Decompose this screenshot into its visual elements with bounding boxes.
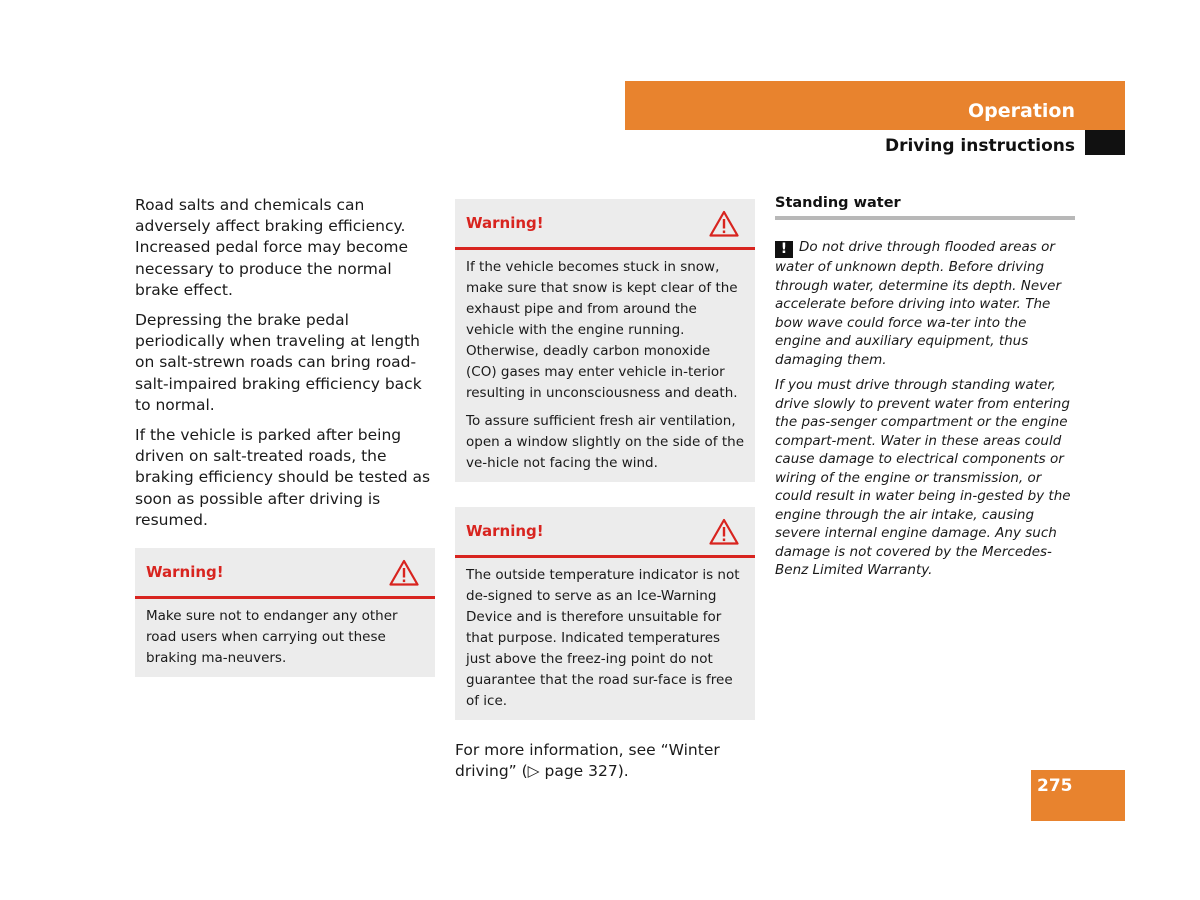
- note-text: Do not drive through flooded areas or water of unknown depth. Before driving through water, determine its depth. Never accelerate before driving into water. The bow wave could force wa-ter into the engine and auxiliary equipment, thus damaging them.: [775, 239, 1062, 368]
- warning-label: Warning!: [146, 563, 224, 582]
- note-paragraph: If you must drive through standing water, drive slowly to prevent water from entering the pas-senger compartment or the engine compart-ment. Water in these areas could cause damage to electrical components or wiring of the engine or transmission, or could result in water being in-gested by the engine through the air intake, causing severe internal engine damage. Any such damage is not covered by the Mercedes-Benz Limited Warranty.: [775, 377, 1071, 578]
- header-marker-block: [1085, 130, 1125, 155]
- warning-body: [455, 250, 755, 482]
- body-paragraph: Depressing the brake pedal periodically when traveling at length on salt-strewn roads can bring road-salt-impaired braking efficiency back to normal.: [135, 311, 422, 414]
- section-heading: Standing water: [775, 195, 1075, 220]
- subsection-title: Driving instructions: [884, 136, 1075, 156]
- warning-box: [135, 548, 435, 677]
- warning-text: To assure sufficient fresh air ventilation, open a window slightly on the side of the ve-hicle not facing the wind.: [466, 413, 745, 471]
- warning-box: [455, 507, 755, 720]
- warning-header: [455, 507, 755, 558]
- warning-box: [455, 199, 755, 482]
- page-number: 275: [1037, 776, 1073, 796]
- warning-body: [455, 558, 755, 720]
- exclamation-icon: !: [775, 241, 793, 258]
- column-middle: [455, 199, 755, 791]
- column-right: [775, 195, 1075, 587]
- note-paragraph: [775, 238, 1075, 369]
- warning-header: [135, 548, 435, 599]
- warning-label: Warning!: [466, 522, 544, 540]
- warning-header: [455, 199, 755, 250]
- warning-text: The outside temperature indicator is not de-signed to serve as an Ice-Warning Device and is therefore unsuitable for that purpose. Indicated temperatures just above the freez-ing point do not guarantee that the road sur-face is free of ice.: [466, 567, 740, 709]
- warning-triangle-icon: [709, 518, 739, 545]
- more-info-text: For more information, see “Winter driving” (▷ page 327).: [455, 741, 720, 781]
- warning-text: Make sure not to endanger any other road users when carrying out these braking ma-neuvers.: [146, 608, 398, 667]
- warning-triangle-icon: [389, 559, 419, 586]
- section-title: Operation: [967, 100, 1075, 122]
- warning-text: If the vehicle becomes stuck in snow, make sure that snow is kept clear of the exhaust pipe and from around the vehicle with the engine running. Otherwise, deadly carbon monoxide (CO) gases may enter vehicle in-terior resulting in unconsciousness and death.: [466, 259, 738, 401]
- warning-body: [135, 599, 435, 677]
- body-paragraph: Road salts and chemicals can adversely affect braking efficiency. Increased pedal force may become necessary to produce the normal brake effect.: [135, 196, 408, 299]
- body-paragraph: If the vehicle is parked after being driven on salt-treated roads, the braking efficiency should be tested as soon as possible after driving is resumed.: [135, 426, 431, 529]
- warning-triangle-icon: [709, 210, 739, 237]
- warning-label: Warning!: [466, 214, 544, 232]
- column-left: [135, 195, 435, 677]
